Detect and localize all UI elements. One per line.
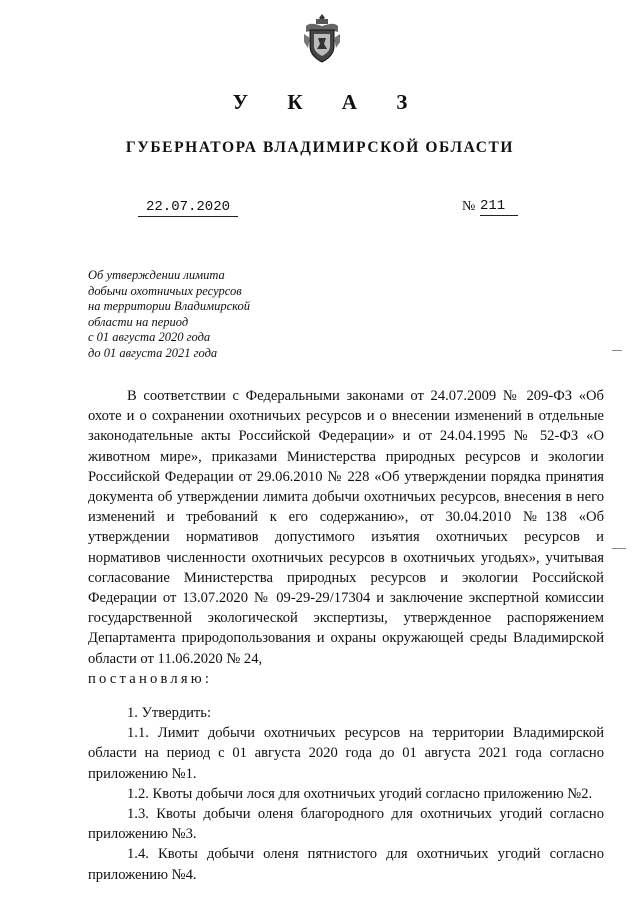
decree-verb: постановляю: xyxy=(88,670,213,687)
preamble-paragraph: В соответствии с Федеральными законами от 24.07.2009 № 209-ФЗ «Об охоте и о сохранении охотничьих ресурсов и о внесении изменений в отдельные законодательные акты Российской Федерации» и от 24.04.1995 № 52-ФЗ «О животном мире», приказами Министерства природных ресурсов и экологии Российской Федерации от 29.06.2010 № 228 «Об утверждении порядка принятия документа об утверждении лимита добычи охотничьих ресурсов, внесения в него изменений и требований к его содержанию», от 30.04.2010 №138 «Об утверждении нормативов допустимого изъятия охотничьих ресурсов и нормативов численности охотничьих ресурсов в охотничьих угодьях», учитывая согласование Министерства природных ресурсов и экологии Российской Федерации от 13.07.2020 № 09-29-29/17304 и заключение экспертной комиссии государственной экологической экспертизы, утвержденное распоряжением Департамента природопользования и охраны окружающей среды Владимирской области от 11.06.2020 № 24, xyxy=(88,388,604,667)
decree-item: 1.1. Лимит добычи охотничьих ресурсов на территории Владимирской области на период с 01 августа 2020 года до 01 августа 2021 года согласно приложению №1. xyxy=(88,725,604,782)
scan-artifact xyxy=(612,350,622,351)
coat-of-arms-icon xyxy=(302,12,342,64)
decree-subject xyxy=(88,268,268,361)
subject-line: до 01 августа 2021 года xyxy=(88,345,218,360)
subject-line: Об утверждении лимита xyxy=(88,268,225,282)
document-title: У К А З xyxy=(232,90,425,114)
decree-date: 22.07.2020 xyxy=(138,199,238,217)
decree-item: 1. Утвердить: xyxy=(127,705,212,722)
document-subtitle: ГУБЕРНАТОРА ВЛАДИМИРСКОЙ ОБЛАСТИ xyxy=(125,139,515,156)
decree-number: 211 xyxy=(480,198,518,216)
subject-line: области на период xyxy=(88,314,189,329)
subject-line: на территории Владимирской xyxy=(88,299,251,313)
subject-line: добычи охотничьих ресурсов xyxy=(88,283,242,298)
subject-line: с 01 августа 2020 года xyxy=(88,330,211,344)
number-label: № xyxy=(462,199,476,214)
decree-body xyxy=(88,386,604,885)
decree-item: 1.2. Квоты добычи лося для охотничьих угодий согласно приложению №2. xyxy=(127,785,593,802)
decree-item: 1.3. Квоты добычи оленя благородного для охотничьих угодий согласно приложению №3. xyxy=(88,806,604,843)
scan-artifact xyxy=(612,548,626,549)
decree-item: 1.4. Квоты добычи оленя пятнистого для охотничьих угодий согласно приложению №4. xyxy=(88,846,604,883)
